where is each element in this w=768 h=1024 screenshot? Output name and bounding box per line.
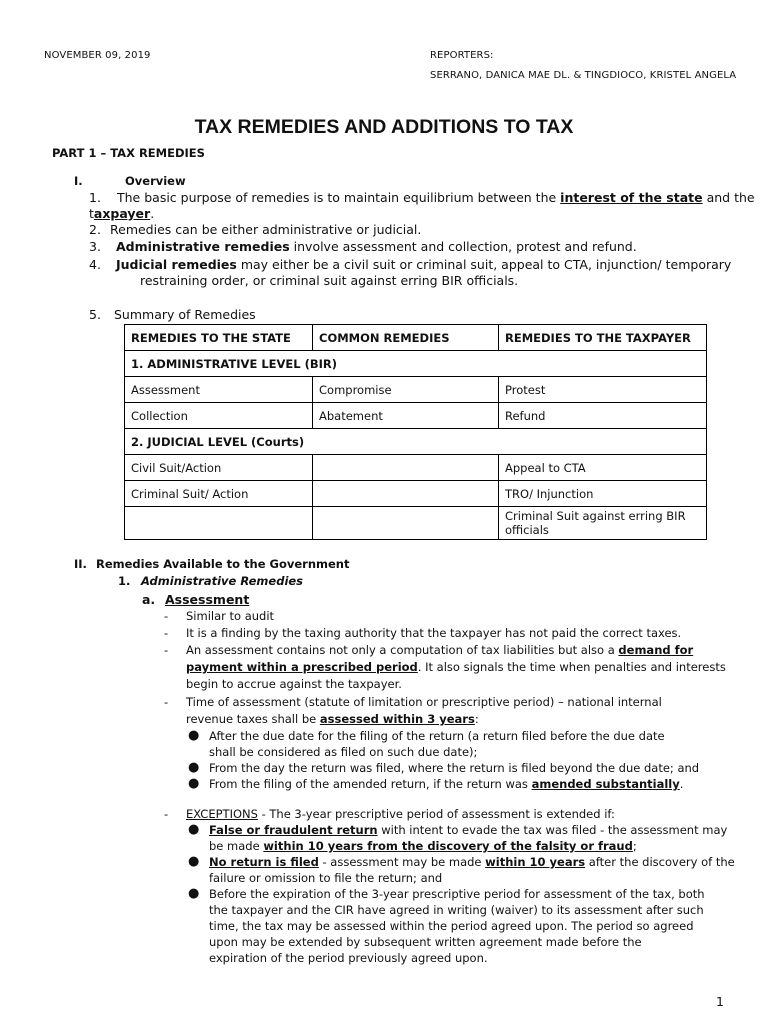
table-cell: Assessment: [125, 377, 313, 403]
overview-item-1-cont: taxpayer.: [89, 206, 155, 221]
overview-item-3-number: 3.: [89, 239, 101, 254]
section1-heading: Overview: [125, 174, 186, 188]
overview-item-3: Administrative remedies involve assessment and collection, protest and refund.: [116, 239, 637, 254]
table-cell: Criminal Suit against erring BIR officials: [499, 507, 707, 540]
dash-bullet: -: [164, 626, 169, 640]
assessment-point-4-cont: revenue taxes shall be assessed within 3 years:: [186, 712, 479, 726]
overview-item-2-number: 2.: [89, 222, 101, 237]
table-cell: Abatement: [313, 403, 499, 429]
table-header-cell: REMEDIES TO THE STATE: [125, 325, 313, 351]
subsection-a-number: a.: [142, 592, 156, 607]
table-cell: Compromise: [313, 377, 499, 403]
overview-item-5: Summary of Remedies: [114, 307, 256, 322]
table-header-cell: COMMON REMEDIES: [313, 325, 499, 351]
dash-bullet: -: [164, 643, 169, 657]
subsection-1-heading: Administrative Remedies: [141, 574, 304, 588]
exception-3-cont: expiration of the period previously agreed upon.: [209, 951, 488, 965]
table-cell: Appeal to CTA: [499, 455, 707, 481]
reporters-label: REPORTERS:: [430, 50, 494, 61]
table-row: [125, 455, 707, 481]
table-row: [125, 507, 707, 540]
overview-item-4-cont: restraining order, or criminal suit against erring BIR officials.: [140, 273, 519, 288]
overview-item-5-number: 5.: [89, 307, 101, 322]
reporters-names: SERRANO, DANICA MAE DL. & TINGDIOCO, KRISTEL ANGELA: [430, 70, 737, 81]
table-cell: Refund: [499, 403, 707, 429]
bullet-icon: ●: [188, 822, 200, 837]
overview-item-1-number: 1.: [89, 190, 101, 205]
exception-3-cont: time, the tax may be assessed within the period agreed upon. The period so agreed: [209, 919, 694, 933]
prescription-bullet-1: After the due date for the filing of the return (a return filed before the due date: [209, 729, 665, 743]
section2-numeral: II.: [74, 557, 87, 571]
page-number: 1: [716, 994, 724, 1009]
table-header-cell: REMEDIES TO THE TAXPAYER: [499, 325, 707, 351]
table-row: [125, 481, 707, 507]
table-cell: [313, 481, 499, 507]
table-cell: Criminal Suit/ Action: [125, 481, 313, 507]
bullet-icon: ●: [188, 728, 200, 743]
table-cell: Collection: [125, 403, 313, 429]
exception-3-cont: the taxpayer and the CIR have agreed in writing (waiver) to its assessment after such: [209, 903, 704, 917]
table-section-row: [125, 351, 707, 377]
bullet-icon: ●: [188, 854, 200, 869]
table-section-admin: 1. ADMINISTRATIVE LEVEL (BIR): [125, 351, 707, 377]
bullet-icon: ●: [188, 886, 200, 901]
table-cell: [313, 507, 499, 540]
table-row: [125, 377, 707, 403]
overview-item-1: The basic purpose of remedies is to maintain equilibrium between the interest of the state and the: [117, 190, 755, 205]
summary-of-remedies-table: [124, 324, 707, 540]
document-title: TAX REMEDIES AND ADDITIONS TO TAX: [194, 116, 574, 138]
dash-bullet: -: [164, 609, 169, 623]
prescription-bullet-1-cont: shall be considered as filed on such due date);: [209, 745, 478, 759]
exceptions-intro: EXCEPTIONS - The 3-year prescriptive period of assessment is extended if:: [186, 807, 615, 821]
overview-item-4: Judicial remedies may either be a civil suit or criminal suit, appeal to CTA, injunction/ temporary: [116, 257, 732, 272]
table-section-row: [125, 429, 707, 455]
table-cell: Protest: [499, 377, 707, 403]
table-section-judicial: 2. JUDICIAL LEVEL (Courts): [125, 429, 707, 455]
part1-heading: PART 1 – TAX REMEDIES: [52, 146, 205, 160]
exception-1: False or fraudulent return with intent to evade the tax was filed - the assessment may: [209, 823, 728, 837]
document-date: NOVEMBER 09, 2019: [44, 50, 151, 61]
assessment-point-3-cont: payment within a prescribed period. It also signals the time when penalties and interests: [186, 660, 726, 674]
subsection-a-heading: Assessment: [165, 592, 250, 607]
table-cell: TRO/ Injunction: [499, 481, 707, 507]
exception-2-cont: failure or omission to file the return; and: [209, 871, 443, 885]
table-cell: [313, 455, 499, 481]
exception-1-cont: be made within 10 years from the discovery of the falsity or fraud;: [209, 839, 637, 853]
overview-item-4-number: 4.: [89, 257, 101, 272]
section2-heading: Remedies Available to the Government: [96, 557, 350, 571]
bullet-icon: ●: [188, 760, 200, 775]
assessment-point-1: Similar to audit: [186, 609, 275, 623]
assessment-point-2: It is a finding by the taxing authority that the taxpayer has not paid the correct taxes.: [186, 626, 682, 640]
exception-3: Before the expiration of the 3-year prescriptive period for assessment of the tax, both: [209, 887, 705, 901]
table-row: [125, 403, 707, 429]
assessment-point-3: An assessment contains not only a computation of tax liabilities but also a demand for: [186, 643, 694, 657]
table-cell: [125, 507, 313, 540]
exception-3-cont: upon may be extended by subsequent written agreement made before the: [209, 935, 642, 949]
dash-bullet: -: [164, 807, 169, 821]
subsection-1-number: 1.: [118, 574, 131, 588]
assessment-point-4: Time of assessment (statute of limitation or prescriptive period) – national internal: [186, 695, 662, 709]
prescription-bullet-3: From the filing of the amended return, if the return was amended substantially.: [209, 777, 684, 791]
prescription-bullet-2: From the day the return was filed, where the return is filed beyond the due date; and: [209, 761, 700, 775]
overview-item-2: Remedies can be either administrative or judicial.: [110, 222, 422, 237]
assessment-point-3-cont2: begin to accrue against the taxpayer.: [186, 677, 402, 691]
table-cell: Civil Suit/Action: [125, 455, 313, 481]
exception-2: No return is filed - assessment may be made within 10 years after the discovery of the: [209, 855, 735, 869]
section1-numeral: I.: [74, 174, 83, 188]
table-header-row: [125, 325, 707, 351]
dash-bullet: -: [164, 695, 169, 709]
bullet-icon: ●: [188, 776, 200, 791]
